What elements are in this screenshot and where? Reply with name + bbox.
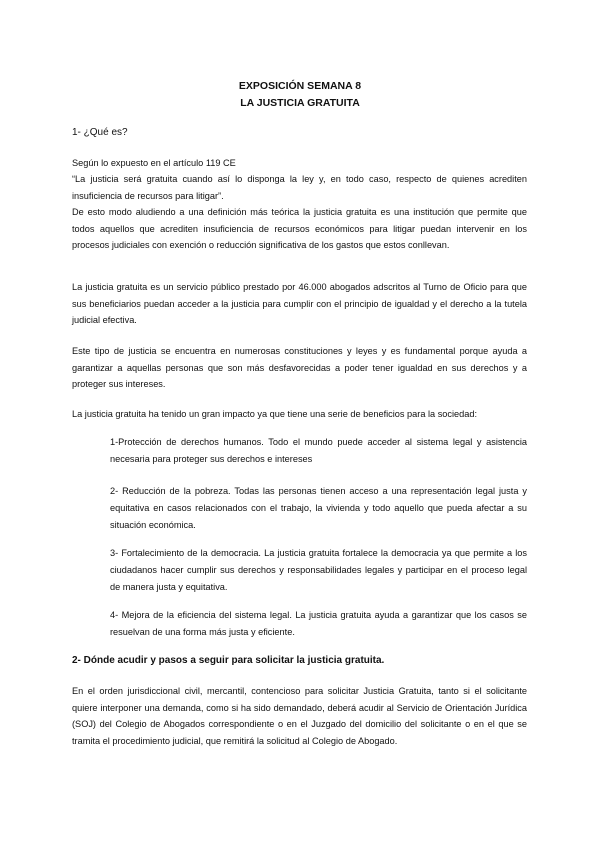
paragraph-impact: La justicia gratuita ha tenido un gran impacto ya que tiene una serie de beneficios para la sociedad: bbox=[72, 409, 478, 419]
paragraph-public-service: La justicia gratuita es un servicio público prestado por 46.000 abogados adscritos al Turno de Oficio para que sus beneficiarios puedan acceder a la justicia para cumplir con el principio de igualdad y el derecho a la tutela judicial efectiva. bbox=[72, 282, 527, 326]
benefit-item: 4- Mejora de la eficiencia del sistema legal. La justicia gratuita ayuda a garantizar que los casos se resuelvan de una forma más justa y eficiente. bbox=[110, 610, 527, 637]
paragraph-definition: De esto modo aludiendo a una definición más teórica la justicia gratuita es una institución que permite que todos aquellos que acrediten insuficiencia de recursos económicos para litigar puedan intervenir en los procesos judiciales con exención o reducción significativa de los gastos que estos conllevan. bbox=[72, 207, 527, 251]
benefit-item: 1-Protección de derechos humanos. Todo el mundo puede acceder al sistema legal y asistencia necesaria para proteger sus derechos e intereses bbox=[110, 437, 527, 464]
section-heading-where-to-go: 2- Dónde acudir y pasos a seguir para solicitar la justicia gratuita. bbox=[72, 655, 385, 666]
document-title: EXPOSICIÓN SEMANA 8 bbox=[238, 80, 362, 92]
paragraph-intro: Según lo expuesto en el artículo 119 CE bbox=[72, 158, 236, 168]
benefit-item: 3- Fortalecimiento de la democracia. La justicia gratuita fortalece la democracia ya que permite a los ciudadanos hacer cumplir sus derechos y responsabilidades legales y participar en el proceso legal de manera justa y equitativa. bbox=[110, 548, 527, 592]
benefit-item: 2- Reducción de la pobreza. Todas las personas tienen acceso a una representación legal justa y equitativa en casos relacionados con el trabajo, la vivienda y todo aquello que pueda afectar a su situación económica. bbox=[110, 486, 527, 530]
document-subtitle: LA JUSTICIA GRATUITA bbox=[240, 97, 360, 109]
section-heading-what-is: 1- ¿Qué es? bbox=[72, 127, 128, 138]
paragraph-justice-type: Este tipo de justicia se encuentra en numerosas constituciones y leyes y es fundamental porque ayuda a garantizar a aquellas personas que son más desfavorecidas a poder tener igualdad en sus derechos y a proteger sus intereses. bbox=[72, 346, 527, 390]
paragraph-quote: “La justicia será gratuita cuando así lo disponga la ley y, en todo caso, respecto de quienes acrediten insuficiencia de recursos para litigar”. bbox=[72, 174, 527, 201]
paragraph-where-to-apply: En el orden jurisdiccional civil, mercantil, contencioso para solicitar Justicia Gratuita, tanto si el solicitante quiere interponer una demanda, como si ha sido demandado, deberá acudir al Servicio de Orientación Jurídica (SOJ) del Colegio de Abogados correspondiente o en el Juzgado del domicilio del solicitante o en el que se tramita el procedimiento judicial, que remitirá la solicitud al Colegio de Abogado. bbox=[72, 686, 527, 747]
